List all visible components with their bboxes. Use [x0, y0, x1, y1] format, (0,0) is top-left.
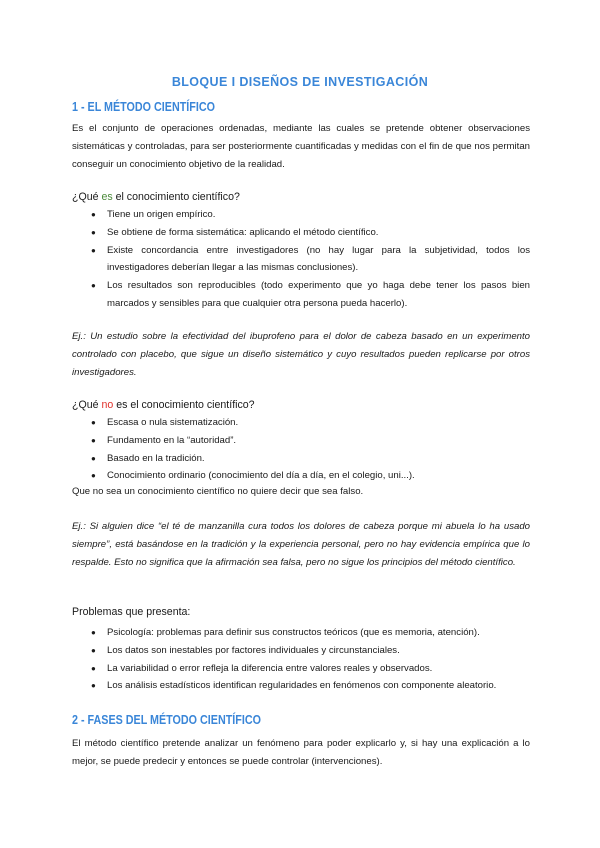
question-what-is-heading [72, 191, 240, 203]
list-item: ● Tiene un origen empírico. [72, 206, 530, 224]
question-suffix: es el conocimiento científico? [113, 399, 255, 411]
question-prefix: ¿Qué [72, 399, 102, 411]
question-suffix: el conocimiento científico? [112, 191, 240, 203]
list-item: ● Fundamento en la “autoridad”. [72, 432, 530, 450]
bullet-icon: ● [91, 245, 96, 255]
bullet-icon: ● [91, 645, 96, 655]
what-is-list [72, 206, 530, 313]
bullet-icon: ● [91, 227, 96, 237]
bullet-icon: ● [91, 471, 96, 481]
list-item: ● Psicología: problemas para definir sus constructos teóricos (que es memoria, atención). [72, 624, 530, 642]
question-highlight-es: es [101, 191, 113, 203]
bullet-icon: ● [91, 435, 96, 445]
question-highlight-no: no [101, 399, 114, 411]
bullet-icon: ● [91, 681, 96, 691]
not-false-note: Que no sea un conocimiento científico no quiere decir que sea falso. [72, 486, 364, 497]
question-prefix: ¿Qué [72, 191, 102, 203]
example-1: Ej.: Un estudio sobre la efectividad del ibuprofeno para el dolor de cabeza basado en un experimento controlado con placebo, que sigue un diseño sistemático y cuyo resultados pueden replicarse por otros investigadores. [72, 331, 530, 378]
list-item: ● Se obtiene de forma sistemática: aplicando el método científico. [72, 224, 530, 242]
section-2-intro: El método científico pretende analizar un fenómeno para poder explicarlo y, si hay una explicación a lo mejor, se puede predecir y entonces se puede controlar (intervenciones). [72, 738, 530, 767]
question-what-is-not-heading [72, 399, 255, 411]
list-item: ● Los análisis estadísticos identifican regularidades en fenómenos con componente aleatorio. [72, 677, 530, 695]
bullet-icon: ● [91, 663, 96, 673]
list-item: ● Basado en la tradición. [72, 450, 530, 468]
bullet-icon: ● [91, 281, 96, 291]
list-item: ● Los resultados son reproducibles (todo experimento que yo haga debe tener los pasos bien marcados y sensibles para que cualquier otra persona pueda hacerlo). [72, 277, 530, 313]
section-1-intro: Es el conjunto de operaciones ordenadas, mediante las cuales se pretende obtener observaciones sistemáticas y controladas, para ser posteriormente cuantificadas y medidas con el fin de que nos permitan conseguir un conocimiento objetivo de la realidad. [72, 123, 530, 170]
bullet-icon: ● [91, 628, 96, 637]
section-2-heading: 2 - FASES DEL MÉTODO CIENTÍFICO [72, 713, 261, 727]
document-title: BLOQUE I DISEÑOS DE INVESTIGACIÓN [171, 75, 429, 89]
what-is-not-list [72, 414, 530, 485]
list-item: ● La variabilidad o error refleja la diferencia entre valores reales y observados. [72, 660, 530, 678]
section-1-heading: 1 - EL MÉTODO CIENTÍFICO [72, 100, 215, 114]
bullet-icon: ● [91, 210, 96, 219]
list-item: ● Los datos son inestables por factores individuales y circunstanciales. [72, 642, 530, 660]
example-2: Ej.: Si alguien dice “el té de manzanilla cura todos los dolores de cabeza porque mi abuela lo ha usado siempre”, está basándose en la tradición y la experiencia personal, pero no hay evidencia empírica que lo respalde. Esto no significa que la afirmación sea falsa, pero no sigue los principios del método científico. [72, 521, 530, 568]
list-item: ● Conocimiento ordinario (conocimiento del día a día, en el colegio, uni...). [72, 467, 530, 485]
bullet-icon: ● [91, 453, 96, 463]
list-item: ● Existe concordancia entre investigadores (no hay lugar para la subjetividad, todos los investigadores deberían llegar a las mismas conclusiones). [72, 242, 530, 278]
list-item: ● Escasa o nula sistematización. [72, 414, 530, 432]
bullet-icon: ● [91, 418, 96, 427]
problems-list [72, 624, 530, 695]
problems-heading: Problemas que presenta: [72, 606, 191, 618]
